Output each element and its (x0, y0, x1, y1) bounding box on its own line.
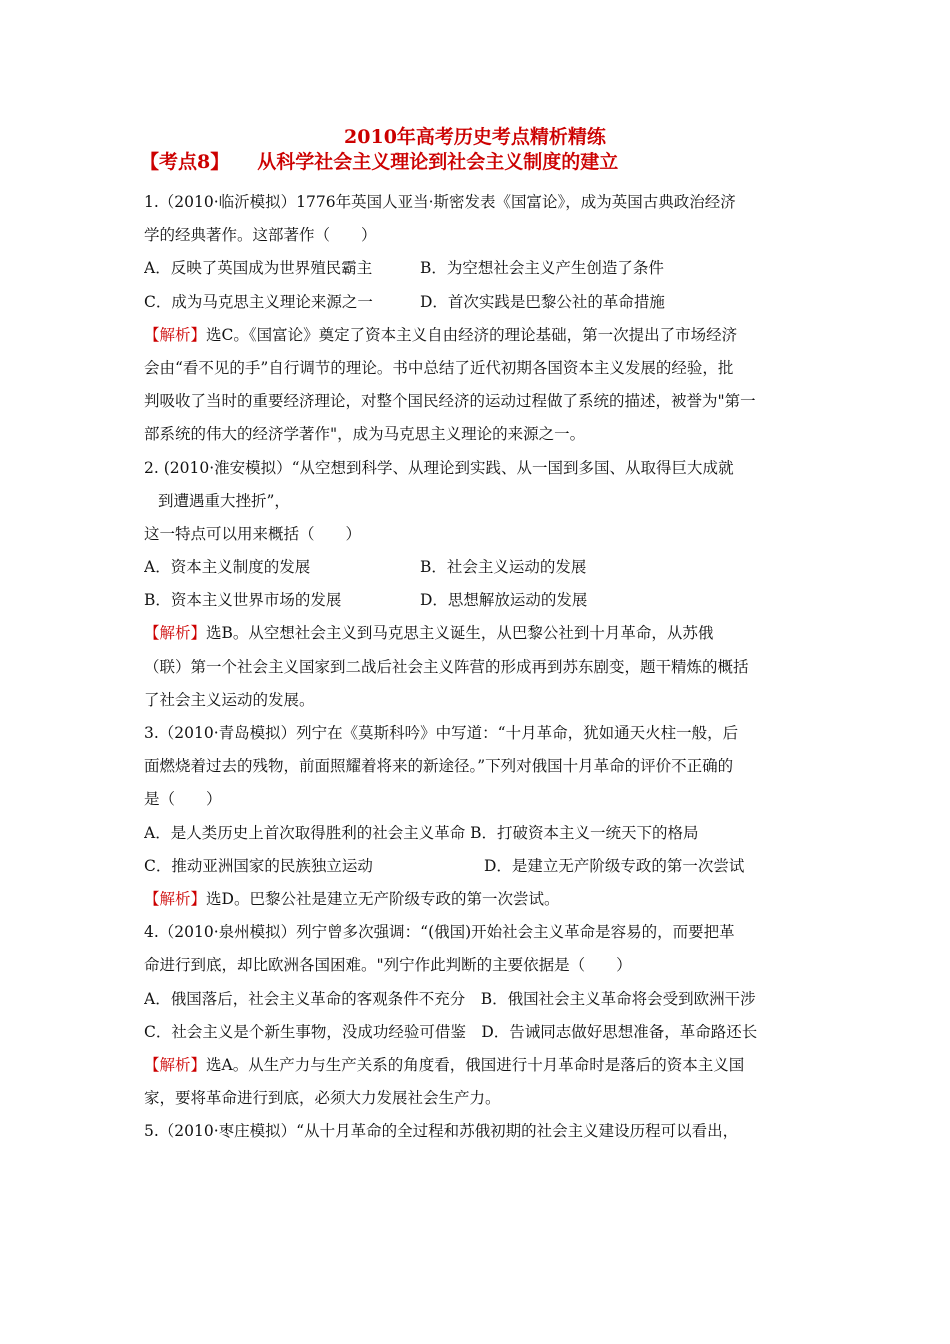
q3-stem-line-2: 面燃烧着过去的残物，前面照耀着将来的新途径。”下列对俄国十月革命的评价不正确的 (144, 757, 734, 776)
q3-analysis-line-1: 【解析】选D。巴黎公社是建立无产阶级专政的第一次尝试。 (144, 889, 560, 908)
q1-analysis-line-2: 会由“看不见的手”自行调节的理论。书中总结了近代初期各国资本主义发展的经验，批 (144, 358, 734, 377)
analysis-label: 【解析】 (144, 889, 207, 908)
q4-options-cd: C．社会主义是个新生事物，没成功经验可借鉴 D．告诫同志做好思想准备，革命路还长 (144, 1022, 758, 1041)
q4-analysis-line-1: 【解析】选A。从生产力与生产关系的角度看，俄国进行十月革命时是落后的资本主义国 (144, 1055, 745, 1074)
analysis-label: 【解析】 (144, 325, 207, 344)
q2-option-b: B．社会主义运动的发展 (420, 558, 587, 577)
q3-stem-line-1: 3.（2010·青岛模拟）列宁在《莫斯科吟》中写道：“十月革命，犹如通天火柱一般，后 (144, 724, 739, 742)
q1-stem-line-2: 学的经典著作。这部著作（ ） (144, 226, 377, 245)
q1-options-cd (144, 286, 814, 319)
analysis-label: 【解析】 (144, 624, 207, 643)
q2-stem-line-2: 到遭遇重大挫折”， (158, 491, 290, 510)
q4-analysis-line-2: 家，要将革命进行到底，必须大力发展社会生产力。 (144, 1089, 501, 1108)
q2-analysis-line-3: 了社会主义运动的发展。 (144, 690, 315, 709)
q3-options-cd (144, 850, 814, 883)
q4-stem-line-2: 命进行到底，却比欧洲各国困难。"列宁作此判断的主要依据是（ ） (144, 956, 632, 975)
q2-stem-line-3: 这一特点可以用来概括（ ） (144, 524, 362, 543)
q2-analysis-line-1: 【解析】选B。从空想社会主义到马克思主义诞生，从巴黎公社到十月革命，从苏俄 (144, 624, 714, 643)
q2-option-a: A．资本主义制度的发展 (144, 558, 311, 577)
topic-title: 从科学社会主义理论到社会主义制度的建立 (257, 151, 619, 173)
q1-option-d: D．首次实践是巴黎公社的革命措施 (420, 292, 665, 311)
q1-options-ab (144, 252, 814, 285)
q2-option-c: B．资本主义世界市场的发展 (144, 591, 342, 610)
q1-option-a: A．反映了英国成为世界殖民霸主 (144, 259, 373, 278)
q1-analysis-line-1: 【解析】选C。《国富论》奠定了资本主义自由经济的理论基础，第一次提出了市场经济 (144, 325, 738, 344)
q2-analysis-line-2: （联）第一个社会主义国家到二战后社会主义阵营的形成再到苏东剧变，题干精炼的概括 (144, 657, 749, 676)
q1-stem-line-1: 1.（2010·临沂模拟）1776年英国人亚当·斯密发表《国富论》，成为英国古典政治经济 (144, 193, 736, 211)
q3-option-d: D．是建立无产阶级专政的第一次尝试 (484, 856, 745, 875)
analysis-label: 【解析】 (144, 1055, 207, 1074)
topic-tag: 【考点8】 (140, 151, 230, 173)
q2-options-cd (144, 584, 814, 617)
question-list (144, 186, 814, 1148)
q3-options-ab: A．是人类历史上首次取得胜利的社会主义革命 B．打破资本主义一统天下的格局 (144, 823, 699, 842)
q1-analysis-line-4: 部系统的伟大的经济学著作"，成为马克思主义理论的来源之一。 (144, 425, 586, 444)
q3-stem-line-3: 是（ ） (144, 790, 222, 809)
q5-stem-line-1: 5.（2010·枣庄模拟）“从十月革命的全过程和苏俄初期的社会主义建设历程可以看出， (144, 1122, 739, 1141)
q2-options-ab (144, 551, 814, 584)
q1-analysis-line-3: 判吸收了当时的重要经济理论，对整个国民经济的运动过程做了系统的描述，被誉为"第一 (144, 392, 756, 411)
q1-option-c: C．成为马克思主义理论来源之一 (144, 292, 373, 311)
q1-option-b: B．为空想社会主义产生创造了条件 (420, 259, 664, 278)
document-title: 2010年高考历史考点精析精练 (344, 126, 606, 148)
q4-options-ab: A．俄国落后，社会主义革命的客观条件不充分 B．俄国社会主义革命将会受到欧洲干涉 (144, 989, 756, 1008)
q2-option-d: D．思想解放运动的发展 (420, 591, 588, 610)
q3-option-c: C．推动亚洲国家的民族独立运动 (144, 856, 373, 875)
q2-stem-line-1: 2. (2010·淮安模拟）“从空想到科学、从理论到实践、从一国到多国、从取得巨大成就 (144, 458, 734, 477)
topic-heading (140, 148, 618, 176)
q4-stem-line-1: 4.（2010·泉州模拟）列宁曾多次强调：“(俄国)开始社会主义革命是容易的，而要把革 (144, 923, 735, 942)
